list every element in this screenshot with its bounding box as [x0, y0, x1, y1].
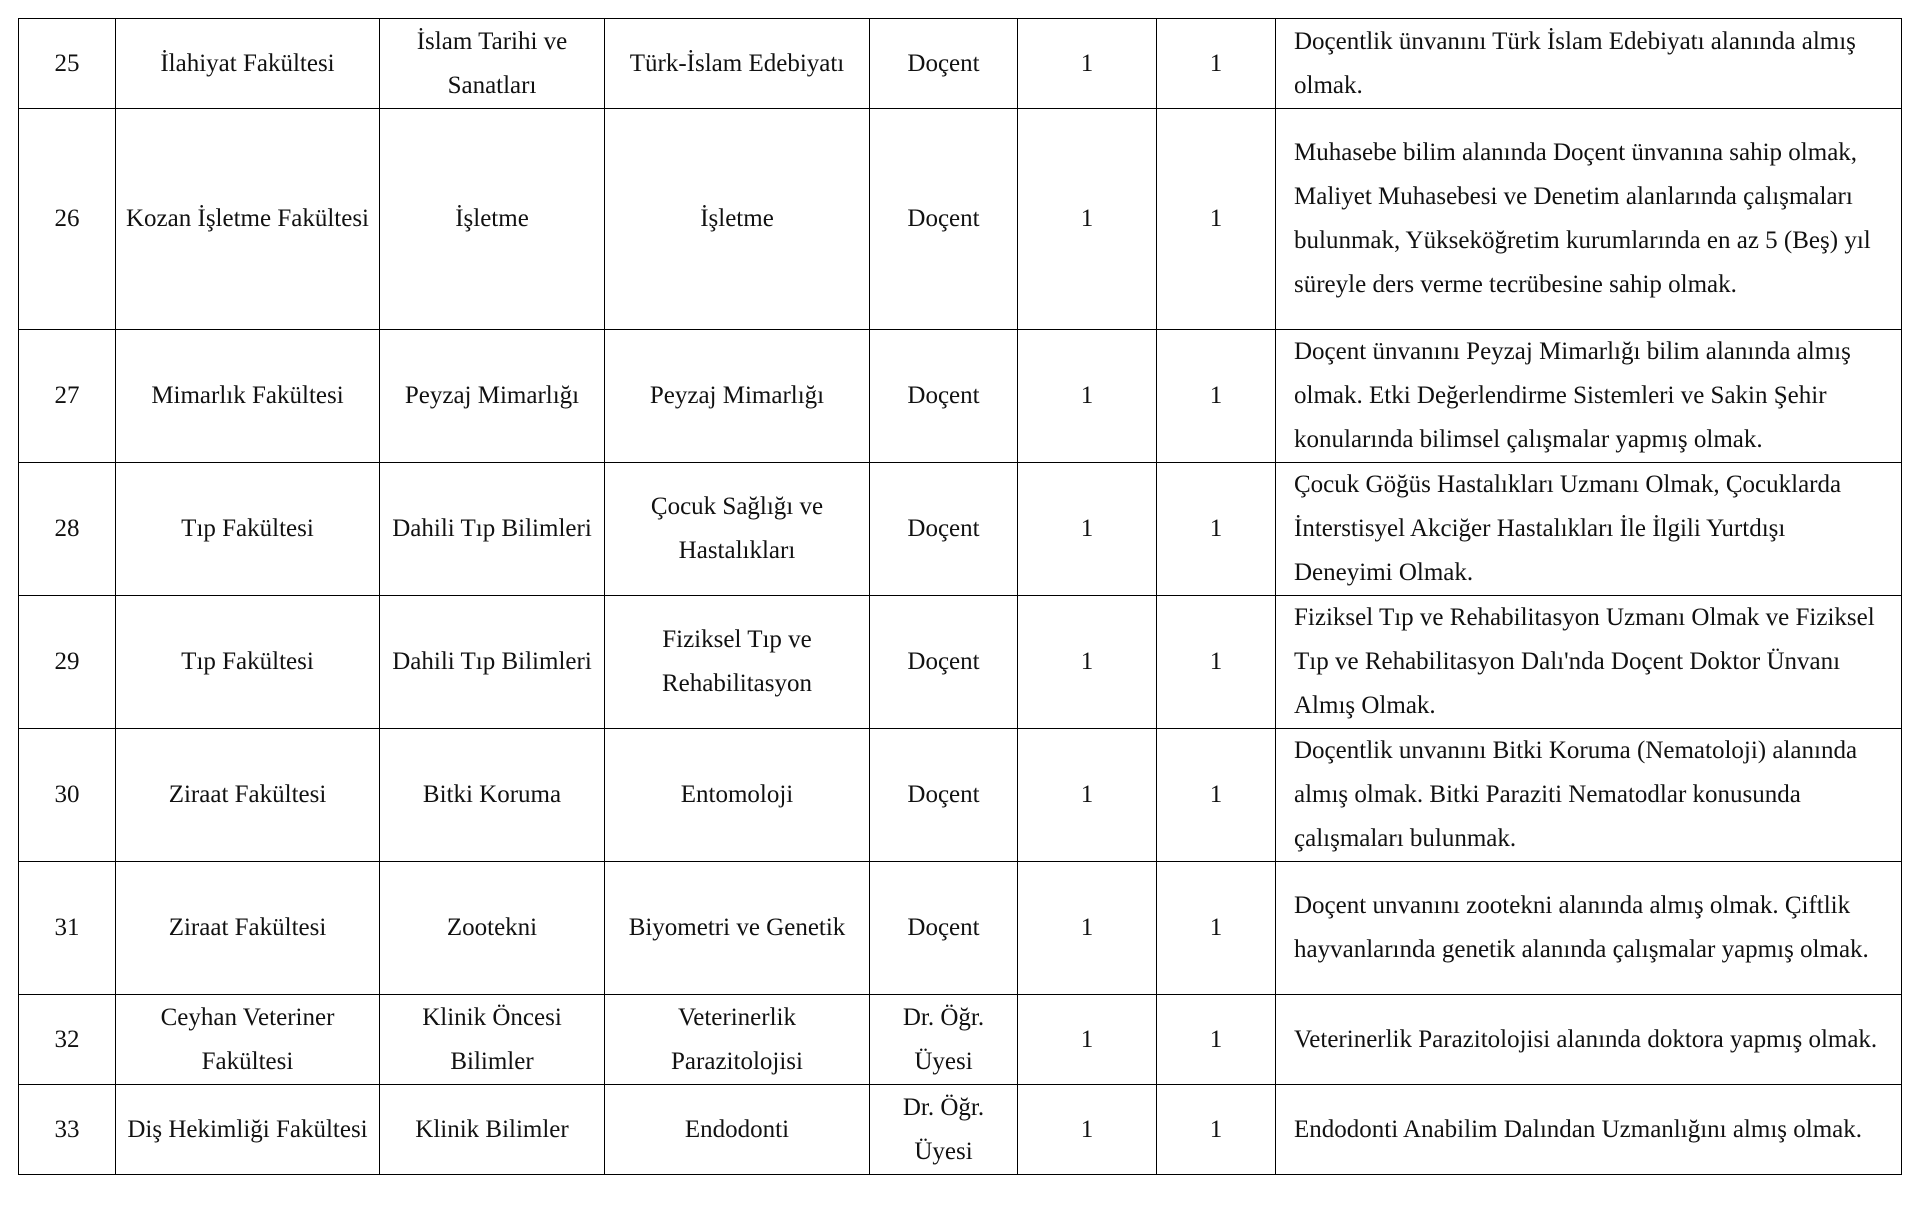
- degree-cell: 1: [1018, 463, 1157, 596]
- requirement-cell: Doçent ünvanını Peyzaj Mimarlığı bilim alanında almış olmak. Etki Değerlendirme Sistemleri ve Sakin Şehir konularında bilimsel çalışmalar yapmış olmak.: [1276, 330, 1902, 463]
- requirement-cell: Doçentlik ünvanını Türk İslam Edebiyatı alanında almış olmak.: [1276, 19, 1902, 109]
- degree-cell: 1: [1018, 1085, 1157, 1175]
- department-cell: Klinik Bilimler: [380, 1085, 605, 1175]
- faculty-cell: Kozan İşletme Fakültesi: [116, 109, 380, 330]
- faculty-cell: Ziraat Fakültesi: [116, 729, 380, 862]
- department-cell: İslam Tarihi ve Sanatları: [380, 19, 605, 109]
- title-cell: Doçent: [870, 330, 1018, 463]
- row-number: 31: [19, 862, 116, 995]
- row-number: 29: [19, 596, 116, 729]
- requirement-cell: Çocuk Göğüs Hastalıkları Uzmanı Olmak, Çocuklarda İnterstisyel Akciğer Hastalıkları İle İlgili Yurtdışı Deneyimi Olmak.: [1276, 463, 1902, 596]
- field-cell: Entomoloji: [605, 729, 870, 862]
- title-cell: Dr. Öğr. Üyesi: [870, 1085, 1018, 1175]
- department-cell: İşletme: [380, 109, 605, 330]
- count-cell: 1: [1157, 330, 1276, 463]
- count-cell: 1: [1157, 862, 1276, 995]
- table-row: [19, 1085, 1902, 1175]
- requirement-cell: Muhasebe bilim alanında Doçent ünvanına sahip olmak, Maliyet Muhasebesi ve Denetim alanlarında çalışmaları bulunmak, Yükseköğretim kurumlarında en az 5 (Beş) yıl süreyle ders verme tecrübesine sahip olmak.: [1276, 109, 1902, 330]
- title-cell: Doçent: [870, 596, 1018, 729]
- count-cell: 1: [1157, 995, 1276, 1085]
- degree-cell: 1: [1018, 862, 1157, 995]
- faculty-cell: Tıp Fakültesi: [116, 463, 380, 596]
- count-cell: 1: [1157, 729, 1276, 862]
- title-cell: Doçent: [870, 862, 1018, 995]
- row-number: 33: [19, 1085, 116, 1175]
- faculty-cell: Diş Hekimliği Fakültesi: [116, 1085, 380, 1175]
- degree-cell: 1: [1018, 995, 1157, 1085]
- department-cell: Zootekni: [380, 862, 605, 995]
- faculty-cell: Ziraat Fakültesi: [116, 862, 380, 995]
- count-cell: 1: [1157, 463, 1276, 596]
- department-cell: Dahili Tıp Bilimleri: [380, 463, 605, 596]
- requirement-cell: Veterinerlik Parazitolojisi alanında doktora yapmış olmak.: [1276, 995, 1902, 1085]
- field-cell: Biyometri ve Genetik: [605, 862, 870, 995]
- field-cell: Endodonti: [605, 1085, 870, 1175]
- field-cell: İşletme: [605, 109, 870, 330]
- table-row: [19, 995, 1902, 1085]
- row-number: 28: [19, 463, 116, 596]
- table-row: [19, 330, 1902, 463]
- field-cell: Fiziksel Tıp ve Rehabilitasyon: [605, 596, 870, 729]
- count-cell: 1: [1157, 1085, 1276, 1175]
- table-row: [19, 19, 1902, 109]
- row-number: 27: [19, 330, 116, 463]
- row-number: 26: [19, 109, 116, 330]
- row-number: 25: [19, 19, 116, 109]
- title-cell: Doçent: [870, 19, 1018, 109]
- title-cell: Doçent: [870, 109, 1018, 330]
- degree-cell: 1: [1018, 596, 1157, 729]
- department-cell: Dahili Tıp Bilimleri: [380, 596, 605, 729]
- field-cell: Veterinerlik Parazitolojisi: [605, 995, 870, 1085]
- requirement-cell: Doçentlik unvanını Bitki Koruma (Nematoloji) alanında almış olmak. Bitki Paraziti Nematodlar konusunda çalışmaları bulunmak.: [1276, 729, 1902, 862]
- table-row: [19, 729, 1902, 862]
- title-cell: Doçent: [870, 729, 1018, 862]
- degree-cell: 1: [1018, 109, 1157, 330]
- field-cell: Türk-İslam Edebiyatı: [605, 19, 870, 109]
- faculty-cell: Tıp Fakültesi: [116, 596, 380, 729]
- title-cell: Doçent: [870, 463, 1018, 596]
- faculty-cell: Ceyhan Veteriner Fakültesi: [116, 995, 380, 1085]
- department-cell: Bitki Koruma: [380, 729, 605, 862]
- department-cell: Klinik Öncesi Bilimler: [380, 995, 605, 1085]
- count-cell: 1: [1157, 19, 1276, 109]
- table-row: [19, 109, 1902, 330]
- degree-cell: 1: [1018, 729, 1157, 862]
- requirement-cell: Doçent unvanını zootekni alanında almış olmak. Çiftlik hayvanlarında genetik alanında çalışmalar yapmış olmak.: [1276, 862, 1902, 995]
- faculty-cell: İlahiyat Fakültesi: [116, 19, 380, 109]
- requirement-cell: Endodonti Anabilim Dalından Uzmanlığını almış olmak.: [1276, 1085, 1902, 1175]
- count-cell: 1: [1157, 596, 1276, 729]
- faculty-cell: Mimarlık Fakültesi: [116, 330, 380, 463]
- degree-cell: 1: [1018, 19, 1157, 109]
- title-cell: Dr. Öğr. Üyesi: [870, 995, 1018, 1085]
- degree-cell: 1: [1018, 330, 1157, 463]
- count-cell: 1: [1157, 109, 1276, 330]
- department-cell: Peyzaj Mimarlığı: [380, 330, 605, 463]
- row-number: 30: [19, 729, 116, 862]
- field-cell: Peyzaj Mimarlığı: [605, 330, 870, 463]
- table-row: [19, 862, 1902, 995]
- positions-table: [18, 18, 1902, 1175]
- row-number: 32: [19, 995, 116, 1085]
- field-cell: Çocuk Sağlığı ve Hastalıkları: [605, 463, 870, 596]
- table-row: [19, 596, 1902, 729]
- table-row: [19, 463, 1902, 596]
- requirement-cell: Fiziksel Tıp ve Rehabilitasyon Uzmanı Olmak ve Fiziksel Tıp ve Rehabilitasyon Dalı'nda Doçent Doktor Ünvanı Almış Olmak.: [1276, 596, 1902, 729]
